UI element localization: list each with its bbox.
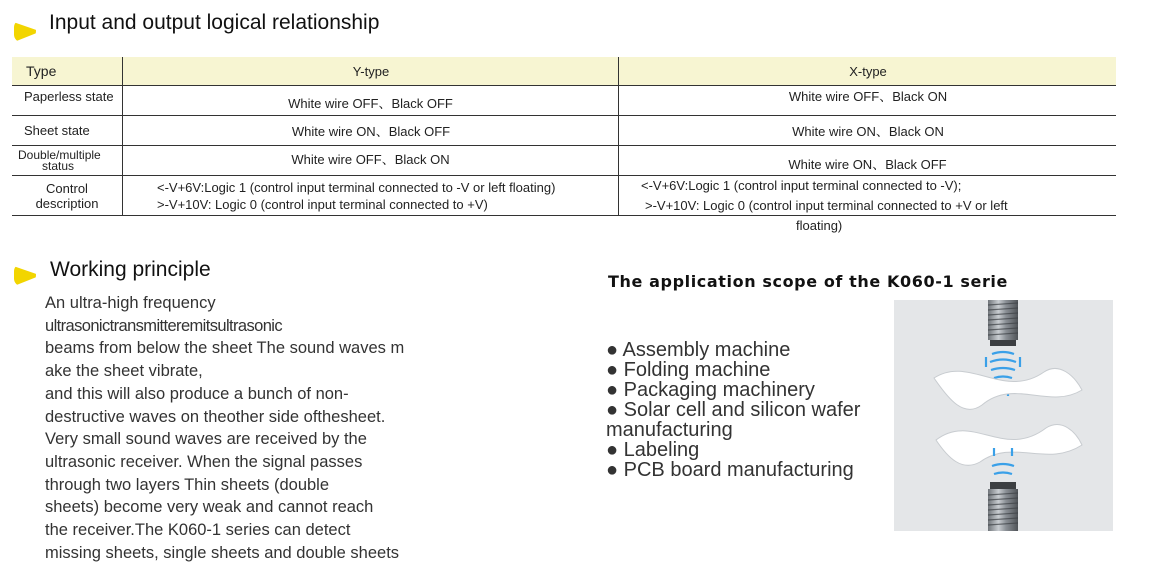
section-bullet-icon bbox=[14, 264, 36, 286]
io-heading: Input and output logical relationship bbox=[49, 11, 380, 34]
row-x-value: White wire ON、Black OFF bbox=[618, 146, 1116, 175]
application-list bbox=[606, 340, 896, 480]
paragraph-line: Very small sound waves are received by the bbox=[45, 430, 367, 449]
paragraph-line: through two layers Thin sheets (double bbox=[45, 475, 330, 494]
working-heading: Working principle bbox=[50, 258, 211, 281]
table-row bbox=[12, 146, 1116, 176]
paragraph-line: ultrasonictransmitteremitsultrasonic bbox=[45, 316, 282, 335]
paragraph-line: destructive waves on theother side ofthesheet. bbox=[45, 407, 386, 426]
row-type: Paperless state bbox=[24, 89, 114, 104]
list-item: ● Folding machine bbox=[606, 359, 771, 381]
row-y-value bbox=[122, 176, 618, 215]
row-x-line: <-V+6V:Logic 1 (control input terminal connected to -V); bbox=[641, 178, 962, 193]
row-x-value: White wire OFF、Black ON bbox=[618, 86, 1117, 115]
row-x-line: >-V+10V: Logic 0 (control input terminal connected to +V or left bbox=[645, 198, 1008, 213]
row-y-line: >-V+10V: Logic 0 (control input terminal connected to +V) bbox=[157, 196, 488, 212]
scope-heading: The application scope of the K060-1 serie bbox=[608, 272, 1008, 291]
row-type: Sheet state bbox=[24, 123, 90, 138]
list-item: ● Labeling bbox=[606, 439, 700, 461]
row-y-line: <-V+6V:Logic 1 (control input terminal connected to -V or left floating) bbox=[157, 179, 556, 195]
paragraph-line: the receiver.The K060-1 series can detect bbox=[45, 521, 351, 540]
row-y-value: White wire OFF、Black OFF bbox=[122, 86, 618, 115]
list-item: ● Solar cell and silicon wafer bbox=[606, 399, 861, 421]
table-row bbox=[12, 176, 1116, 216]
header-type: Type bbox=[26, 63, 57, 79]
row-type-line: status bbox=[42, 158, 75, 173]
section-bullet-icon bbox=[14, 20, 36, 42]
paragraph-line: ake the sheet vibrate, bbox=[45, 362, 203, 381]
table-header-row bbox=[12, 57, 1116, 86]
row-type-line: Double/multiple bbox=[18, 147, 101, 162]
row-y-value: White wire OFF、Black ON bbox=[122, 146, 618, 175]
row-x-value bbox=[618, 176, 1116, 215]
row-x-line: floating) bbox=[796, 218, 843, 233]
bottom-sensor-icon bbox=[988, 482, 1018, 531]
list-item: ● Packaging machinery bbox=[606, 379, 815, 401]
header-x-type: X-type bbox=[618, 57, 1117, 85]
paragraph-line: and this will also produce a bunch of non- bbox=[45, 384, 349, 403]
list-item: ● Assembly machine bbox=[606, 339, 791, 361]
paragraph-line: beams from below the sheet The sound waves m bbox=[45, 339, 405, 358]
row-y-value: White wire ON、Black OFF bbox=[122, 116, 619, 145]
top-sensor-icon bbox=[988, 300, 1018, 346]
sensor-illustration bbox=[894, 300, 1113, 531]
list-item: ● PCB board manufacturing bbox=[606, 459, 854, 481]
table-row bbox=[12, 116, 1116, 146]
list-item: manufacturing bbox=[606, 419, 733, 441]
header-y-type: Y-type bbox=[122, 57, 619, 85]
row-type bbox=[12, 146, 120, 175]
paragraph-line: An ultra-high frequency bbox=[45, 294, 216, 312]
row-x-value: White wire ON、Black ON bbox=[618, 116, 1117, 145]
sensor-illustration-svg bbox=[894, 300, 1113, 531]
paragraph-line: missing sheets, single sheets and double sheets bbox=[45, 543, 400, 562]
sheet-icon bbox=[934, 368, 1082, 465]
working-principle-text bbox=[45, 292, 465, 564]
row-type: Control description bbox=[35, 180, 99, 211]
table-row bbox=[12, 86, 1116, 116]
paragraph-line: sheets) become very weak and cannot reach bbox=[45, 498, 374, 517]
paragraph-line: ultrasonic receiver. When the signal passes bbox=[45, 452, 363, 471]
